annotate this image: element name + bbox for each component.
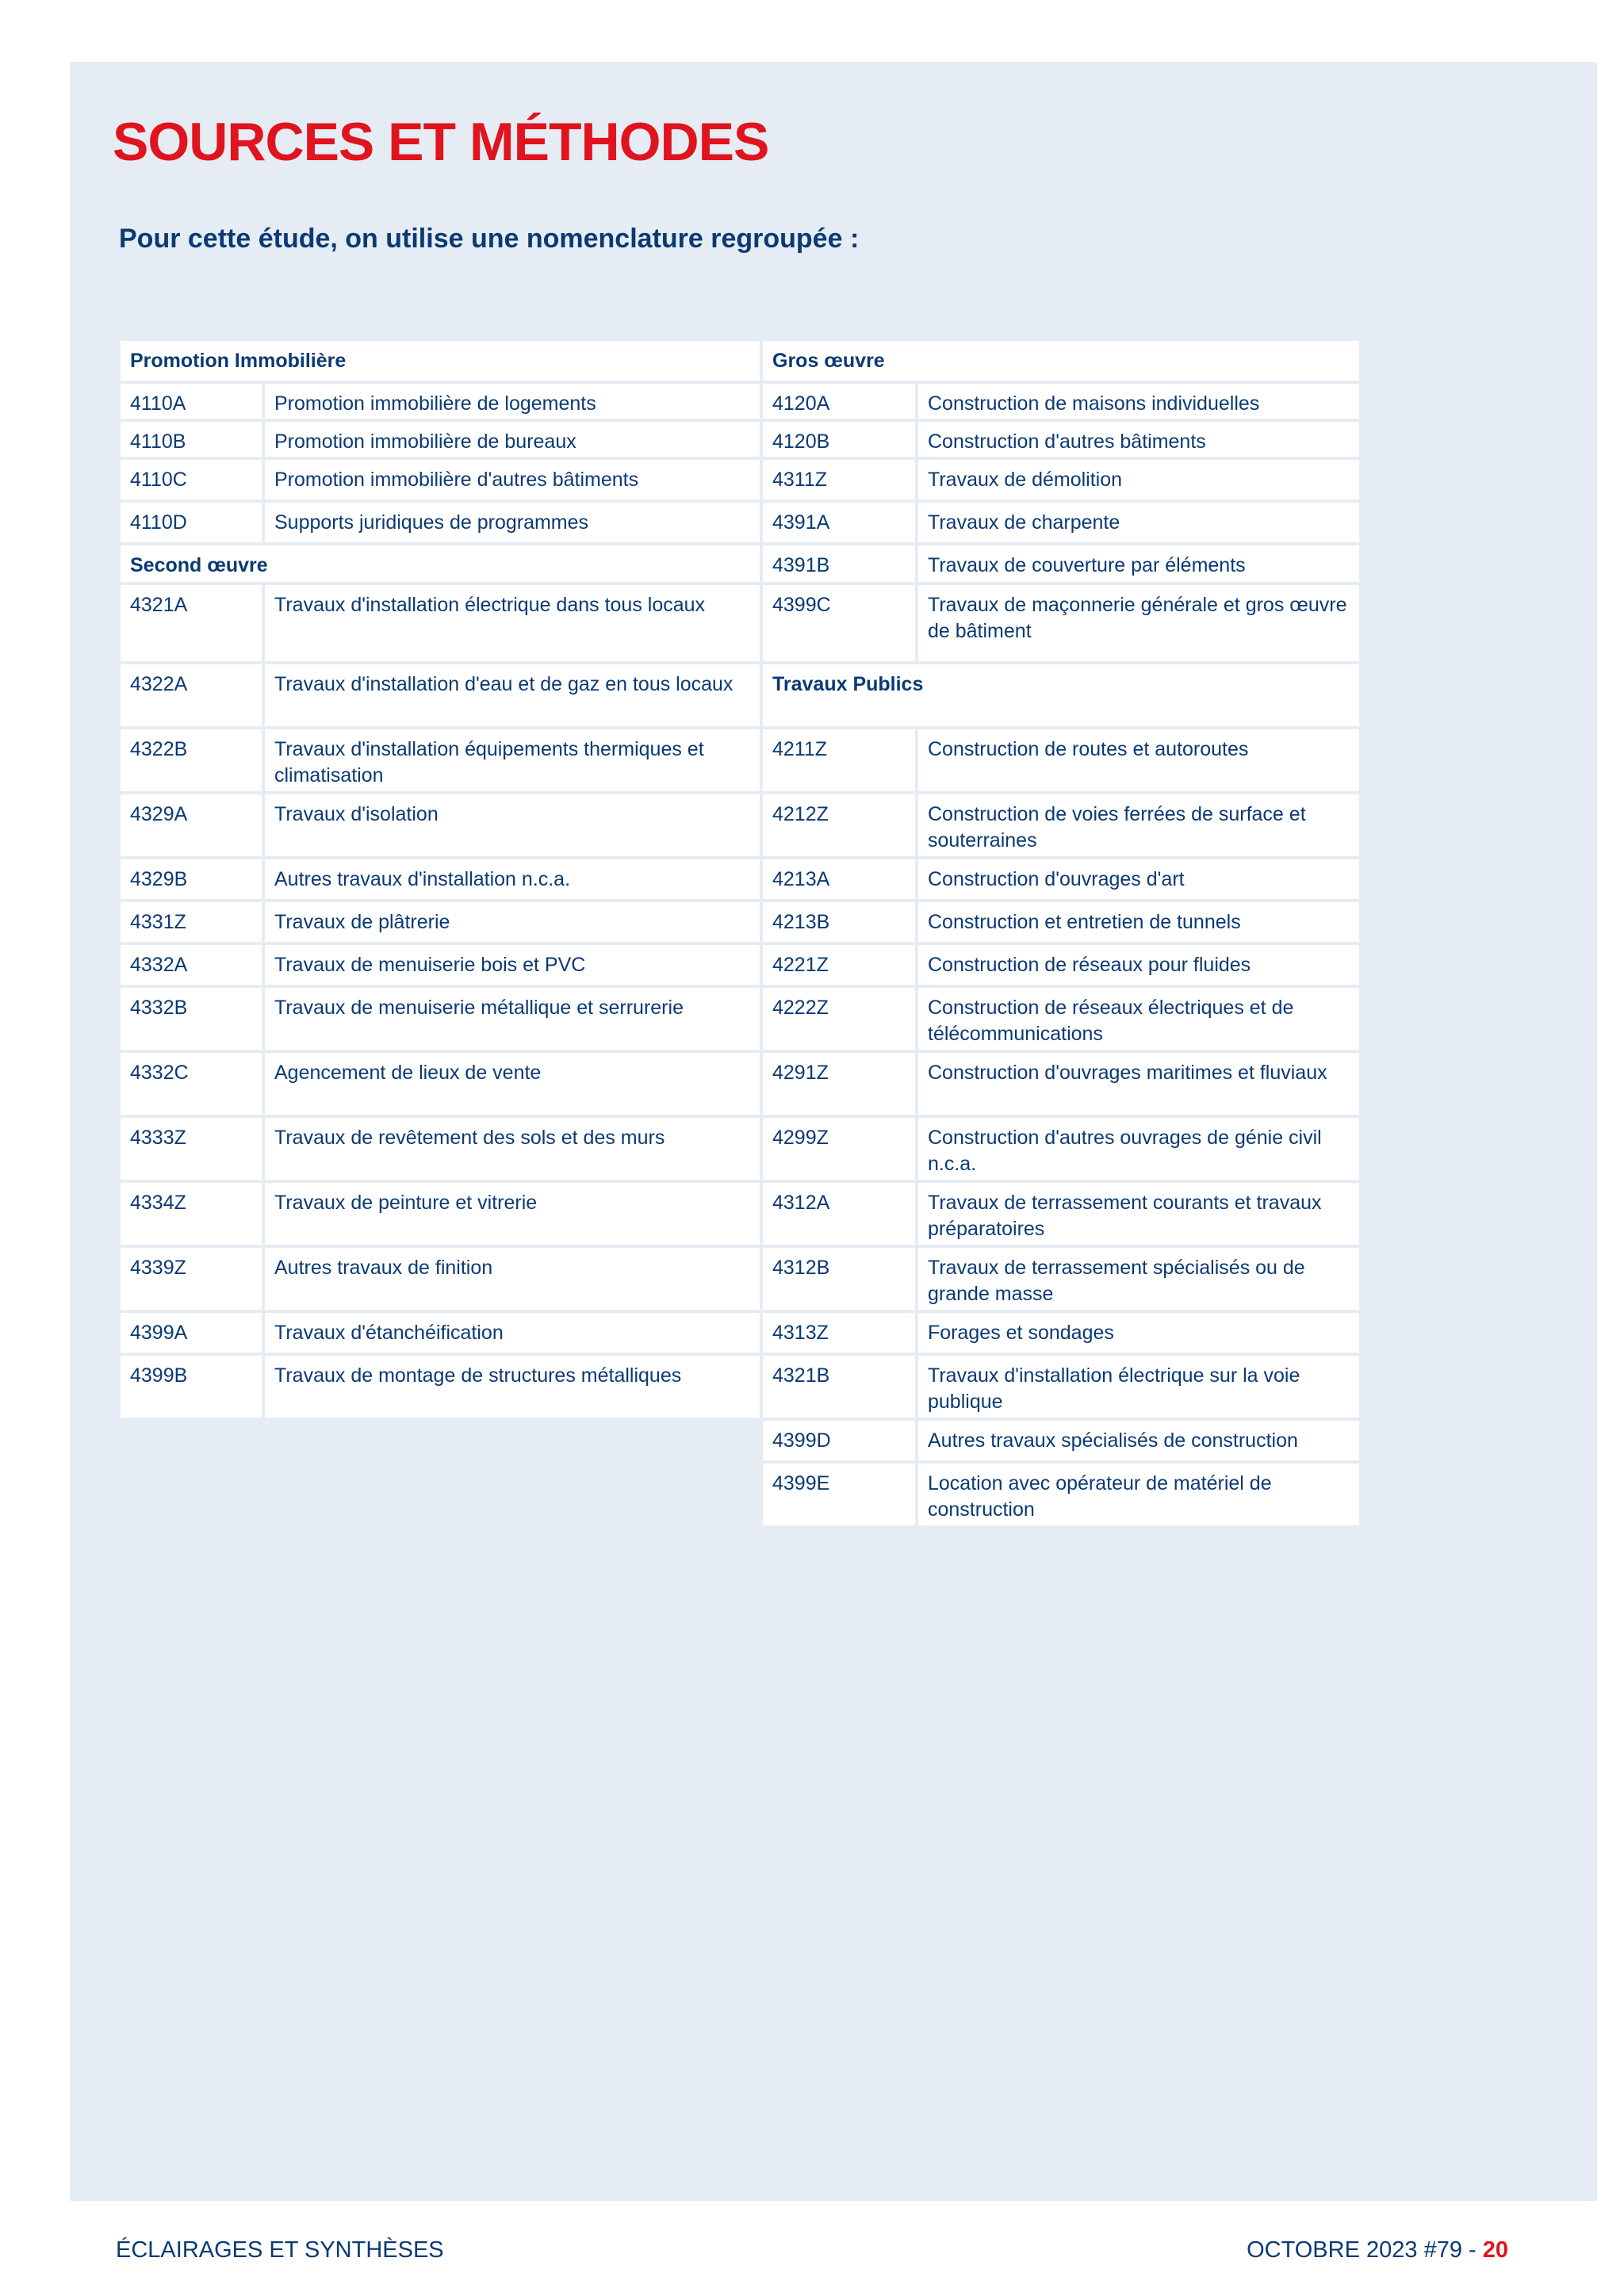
table-row <box>119 458 766 501</box>
activity-label: Construction de routes et autoroutes <box>917 728 1361 793</box>
naf-code: 4212Z <box>761 793 917 858</box>
naf-code: 4332B <box>119 986 263 1051</box>
activity-label: Travaux d'installation d'eau et de gaz en tous locaux <box>263 663 766 728</box>
naf-code: 4334Z <box>119 1181 263 1246</box>
activity-label: Travaux d'installation équipements thermiques et climatisation <box>263 728 766 793</box>
naf-code: 4312A <box>761 1181 917 1246</box>
table-row <box>119 943 766 986</box>
naf-code: 4110A <box>119 382 263 420</box>
table-row <box>761 1246 1361 1311</box>
table-row <box>119 858 766 901</box>
table-row <box>119 1051 766 1116</box>
activity-label: Construction de réseaux pour fluides <box>917 943 1361 986</box>
activity-label: Travaux de peinture et vitrerie <box>263 1181 766 1246</box>
naf-code: 4322B <box>119 728 263 793</box>
table-row <box>119 420 766 458</box>
table-row <box>119 1354 766 1419</box>
activity-label: Travaux de terrassement courants et travaux préparatoires <box>917 1181 1361 1246</box>
activity-label: Travaux d'étanchéification <box>263 1311 766 1354</box>
section-header-row <box>119 339 766 382</box>
activity-label: Travaux d'isolation <box>263 793 766 858</box>
naf-code: 4331Z <box>119 901 263 943</box>
table-row <box>761 1462 1361 1527</box>
activity-label: Travaux d'installation électrique dans tous locaux <box>263 584 766 663</box>
activity-label: Construction de voies ferrées de surface et souterraines <box>917 793 1361 858</box>
naf-code: 4321B <box>761 1354 917 1419</box>
naf-code: 4399A <box>119 1311 263 1354</box>
naf-code: 4291Z <box>761 1051 917 1116</box>
section-header-row <box>761 663 1361 728</box>
footer-issue-text: OCTOBRE 2023 #79 - <box>1247 2237 1483 2263</box>
page-title: SOURCES ET MÉTHODES <box>113 112 769 172</box>
activity-label: Agencement de lieux de vente <box>263 1051 766 1116</box>
naf-code: 4321A <box>119 584 263 663</box>
table-row <box>761 1051 1361 1116</box>
activity-label: Construction d'autres bâtiments <box>917 420 1361 458</box>
table-row <box>761 1419 1361 1462</box>
naf-code: 4391B <box>761 544 917 584</box>
activity-label: Travaux d'installation électrique sur la voie publique <box>917 1354 1361 1419</box>
naf-code: 4399B <box>119 1354 263 1419</box>
activity-label: Travaux de maçonnerie générale et gros œuvre de bâtiment <box>917 584 1361 663</box>
naf-code: 4322A <box>119 663 263 728</box>
section-header-row <box>119 544 766 584</box>
naf-code: 4391A <box>761 501 917 544</box>
naf-code: 4332A <box>119 943 263 986</box>
table-row <box>761 1311 1361 1354</box>
naf-code: 4329B <box>119 858 263 901</box>
intro-text: Pour cette étude, on utilise une nomenclature regroupée : <box>119 224 860 254</box>
table-row <box>761 793 1361 858</box>
section-header: Travaux Publics <box>761 663 1361 728</box>
section-header-row <box>761 339 1361 382</box>
table-row <box>119 663 766 728</box>
table-row <box>119 728 766 793</box>
naf-code: 4399D <box>761 1419 917 1462</box>
naf-code: 4120A <box>761 382 917 420</box>
table-row <box>119 501 766 544</box>
activity-label: Travaux de démolition <box>917 458 1361 501</box>
nomenclature-table-right <box>760 338 1362 1529</box>
naf-code: 4299Z <box>761 1116 917 1181</box>
naf-code: 4211Z <box>761 728 917 793</box>
table-row <box>119 1116 766 1181</box>
nomenclature-table-left <box>117 338 768 1421</box>
naf-code: 4221Z <box>761 943 917 986</box>
table-row <box>761 1354 1361 1419</box>
table-row <box>761 986 1361 1051</box>
naf-code: 4332C <box>119 1051 263 1116</box>
activity-label: Autres travaux spécialisés de construction <box>917 1419 1361 1462</box>
activity-label: Promotion immobilière de logements <box>263 382 766 420</box>
activity-label: Construction et entretien de tunnels <box>917 901 1361 943</box>
activity-label: Travaux de menuiserie métallique et serrurerie <box>263 986 766 1051</box>
naf-code: 4313Z <box>761 1311 917 1354</box>
table-row <box>761 420 1361 458</box>
activity-label: Travaux de charpente <box>917 501 1361 544</box>
table-row <box>119 901 766 943</box>
naf-code: 4399E <box>761 1462 917 1527</box>
naf-code: 4110B <box>119 420 263 458</box>
activity-label: Construction d'ouvrages d'art <box>917 858 1361 901</box>
table-row <box>119 986 766 1051</box>
activity-label: Construction d'autres ouvrages de génie civil n.c.a. <box>917 1116 1361 1181</box>
naf-code: 4339Z <box>119 1246 263 1311</box>
activity-label: Travaux de menuiserie bois et PVC <box>263 943 766 986</box>
table-row <box>761 584 1361 663</box>
naf-code: 4329A <box>119 793 263 858</box>
activity-label: Travaux de montage de structures métalliques <box>263 1354 766 1419</box>
table-row <box>119 793 766 858</box>
activity-label: Construction d'ouvrages maritimes et fluviaux <box>917 1051 1361 1116</box>
table-row <box>761 1116 1361 1181</box>
table-row <box>761 728 1361 793</box>
table-row <box>761 858 1361 901</box>
activity-label: Travaux de revêtement des sols et des murs <box>263 1116 766 1181</box>
table-row <box>761 501 1361 544</box>
activity-label: Travaux de terrassement spécialisés ou de grande masse <box>917 1246 1361 1311</box>
activity-label: Construction de réseaux électriques et de télécommunications <box>917 986 1361 1051</box>
table-row <box>119 1311 766 1354</box>
table-row <box>119 1181 766 1246</box>
section-header: Gros œuvre <box>761 339 1361 382</box>
footer-publication: ÉCLAIRAGES ET SYNTHÈSES <box>116 2237 444 2263</box>
activity-label: Promotion immobilière de bureaux <box>263 420 766 458</box>
page-number: 20 <box>1482 2237 1508 2263</box>
activity-label: Travaux de couverture par éléments <box>917 544 1361 584</box>
activity-label: Forages et sondages <box>917 1311 1361 1354</box>
naf-code: 4333Z <box>119 1116 263 1181</box>
naf-code: 4222Z <box>761 986 917 1051</box>
table-row <box>761 901 1361 943</box>
activity-label: Construction de maisons individuelles <box>917 382 1361 420</box>
table-row <box>761 382 1361 420</box>
naf-code: 4110D <box>119 501 263 544</box>
table-row <box>761 544 1361 584</box>
footer-issue <box>1247 2237 1508 2263</box>
naf-code: 4110C <box>119 458 263 501</box>
activity-label: Location avec opérateur de matériel de construction <box>917 1462 1361 1527</box>
table-row <box>119 382 766 420</box>
naf-code: 4213A <box>761 858 917 901</box>
section-header: Promotion Immobilière <box>119 339 766 382</box>
naf-code: 4312B <box>761 1246 917 1311</box>
naf-code: 4120B <box>761 420 917 458</box>
table-row <box>761 943 1361 986</box>
naf-code: 4213B <box>761 901 917 943</box>
table-row <box>761 458 1361 501</box>
table-row <box>119 1246 766 1311</box>
activity-label: Promotion immobilière d'autres bâtiments <box>263 458 766 501</box>
activity-label: Autres travaux de finition <box>263 1246 766 1311</box>
activity-label: Autres travaux d'installation n.c.a. <box>263 858 766 901</box>
table-row <box>761 1181 1361 1246</box>
naf-code: 4399C <box>761 584 917 663</box>
activity-label: Supports juridiques de programmes <box>263 501 766 544</box>
activity-label: Travaux de plâtrerie <box>263 901 766 943</box>
table-row <box>119 584 766 663</box>
section-header: Second œuvre <box>119 544 766 584</box>
naf-code: 4311Z <box>761 458 917 501</box>
